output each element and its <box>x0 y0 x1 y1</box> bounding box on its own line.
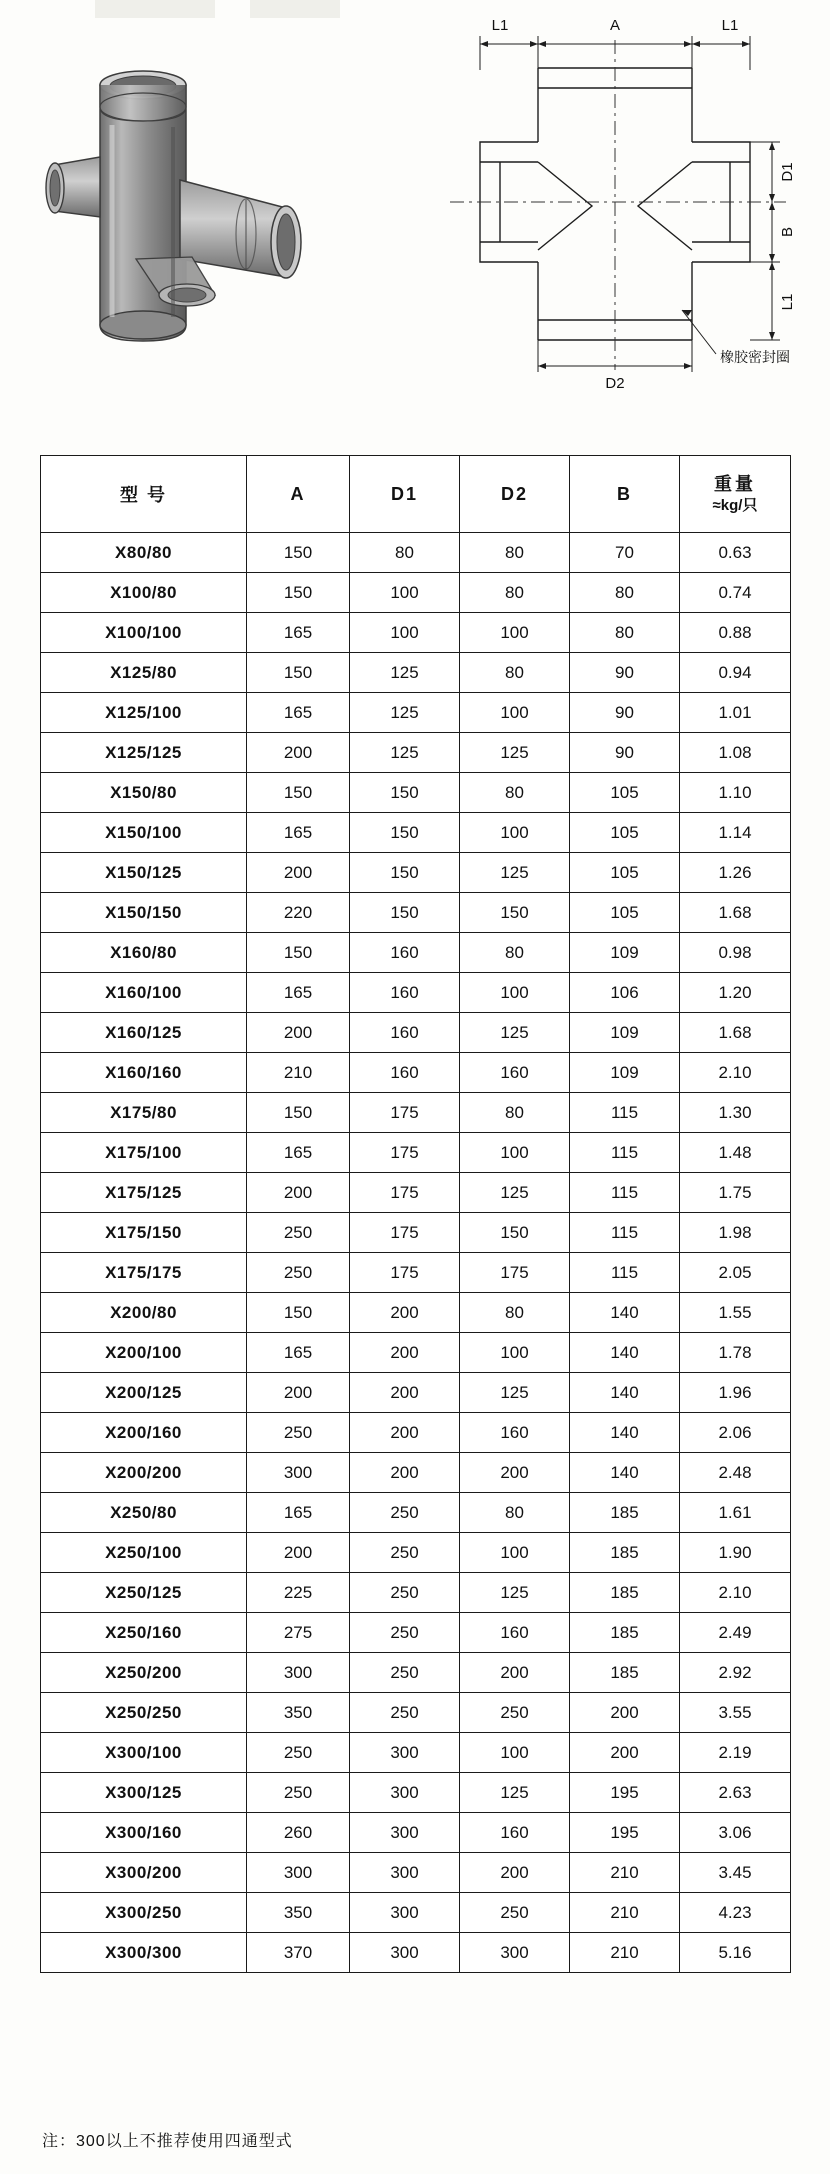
cell-value: 100 <box>460 973 570 1013</box>
cell-value: 125 <box>460 1773 570 1813</box>
cell-value: 2.06 <box>680 1413 791 1453</box>
cell-model: X150/125 <box>41 853 247 893</box>
table-row <box>41 1493 791 1533</box>
cell-value: 115 <box>570 1133 680 1173</box>
cell-value: 150 <box>247 773 350 813</box>
cell-value: 350 <box>247 1893 350 1933</box>
dim-label-b: B <box>779 226 796 238</box>
cell-value: 200 <box>350 1453 460 1493</box>
cell-value: 150 <box>247 573 350 613</box>
cell-value: 0.94 <box>680 653 791 693</box>
cell-value: 80 <box>350 533 460 573</box>
cell-value: 250 <box>247 1213 350 1253</box>
cell-value: 200 <box>460 1853 570 1893</box>
dim-label-l1-right: L1 <box>721 17 739 34</box>
cell-model: X160/160 <box>41 1053 247 1093</box>
cell-value: 165 <box>247 1133 350 1173</box>
cell-value: 2.10 <box>680 1053 791 1093</box>
table-row <box>41 733 791 773</box>
cell-model: X175/100 <box>41 1133 247 1173</box>
cell-value: 165 <box>247 613 350 653</box>
cell-value: 80 <box>570 613 680 653</box>
cell-value: 300 <box>350 1733 460 1773</box>
table-row <box>41 1653 791 1693</box>
table-row <box>41 1173 791 1213</box>
header-weight-line1: 重量 <box>714 473 756 494</box>
table-row <box>41 693 791 733</box>
table-row <box>41 533 791 573</box>
cell-value: 210 <box>570 1853 680 1893</box>
cell-value: 160 <box>350 933 460 973</box>
cell-value: 115 <box>570 1253 680 1293</box>
header-d2: D2 <box>460 456 570 533</box>
cell-model: X250/80 <box>41 1493 247 1533</box>
cell-value: 2.48 <box>680 1453 791 1493</box>
cell-value: 300 <box>247 1653 350 1693</box>
cell-value: 250 <box>247 1773 350 1813</box>
cell-value: 150 <box>460 1213 570 1253</box>
cell-value: 1.55 <box>680 1293 791 1333</box>
cell-value: 200 <box>247 1173 350 1213</box>
cell-value: 200 <box>247 853 350 893</box>
cell-model: X300/160 <box>41 1813 247 1853</box>
cell-model: X200/200 <box>41 1453 247 1493</box>
cell-value: 70 <box>570 533 680 573</box>
cell-value: 185 <box>570 1493 680 1533</box>
cell-model: X200/100 <box>41 1333 247 1373</box>
cell-value: 200 <box>460 1453 570 1493</box>
cell-value: 200 <box>350 1413 460 1453</box>
cell-value: 0.74 <box>680 573 791 613</box>
technical-drawing <box>420 10 810 430</box>
cell-value: 105 <box>570 853 680 893</box>
cell-value: 160 <box>350 1053 460 1093</box>
cell-model: X250/125 <box>41 1573 247 1613</box>
cell-value: 200 <box>570 1733 680 1773</box>
cell-value: 140 <box>570 1413 680 1453</box>
cell-value: 125 <box>350 733 460 773</box>
cell-value: 1.68 <box>680 1013 791 1053</box>
table-row <box>41 1573 791 1613</box>
cell-value: 165 <box>247 1333 350 1373</box>
cell-value: 250 <box>247 1733 350 1773</box>
cell-value: 100 <box>460 1533 570 1573</box>
cell-value: 175 <box>350 1133 460 1173</box>
table-row <box>41 933 791 973</box>
cell-value: 80 <box>460 1493 570 1533</box>
table-row <box>41 1893 791 1933</box>
cell-value: 195 <box>570 1773 680 1813</box>
cell-value: 125 <box>350 653 460 693</box>
table-row <box>41 1133 791 1173</box>
cell-value: 5.16 <box>680 1933 791 1973</box>
table-row <box>41 1613 791 1653</box>
dim-label-l1-left: L1 <box>491 17 509 34</box>
cell-model: X300/100 <box>41 1733 247 1773</box>
cell-value: 250 <box>350 1693 460 1733</box>
cell-value: 200 <box>350 1293 460 1333</box>
cell-value: 250 <box>350 1533 460 1573</box>
cell-value: 300 <box>350 1893 460 1933</box>
cell-value: 150 <box>247 653 350 693</box>
table-row <box>41 613 791 653</box>
cell-model: X100/100 <box>41 613 247 653</box>
cell-value: 90 <box>570 653 680 693</box>
table-row <box>41 1093 791 1133</box>
table-row <box>41 813 791 853</box>
cell-value: 115 <box>570 1173 680 1213</box>
cell-value: 109 <box>570 1053 680 1093</box>
cell-value: 80 <box>460 933 570 973</box>
cell-model: X200/160 <box>41 1413 247 1453</box>
header-weight <box>680 456 791 533</box>
cell-value: 1.26 <box>680 853 791 893</box>
cell-value: 300 <box>350 1773 460 1813</box>
cell-value: 80 <box>460 1293 570 1333</box>
cell-value: 160 <box>460 1613 570 1653</box>
cell-model: X300/125 <box>41 1773 247 1813</box>
cell-value: 80 <box>570 573 680 613</box>
spec-table-wrap <box>40 455 790 1973</box>
cell-value: 80 <box>460 533 570 573</box>
cell-value: 165 <box>247 813 350 853</box>
cell-value: 2.19 <box>680 1733 791 1773</box>
cell-value: 200 <box>247 1373 350 1413</box>
spec-table <box>40 455 791 1973</box>
cell-value: 80 <box>460 653 570 693</box>
cell-value: 210 <box>247 1053 350 1093</box>
cell-value: 125 <box>460 1373 570 1413</box>
cell-value: 200 <box>247 1533 350 1573</box>
cell-value: 90 <box>570 693 680 733</box>
cell-value: 125 <box>460 1013 570 1053</box>
cell-value: 100 <box>460 813 570 853</box>
cell-value: 185 <box>570 1533 680 1573</box>
table-row <box>41 1773 791 1813</box>
table-row <box>41 1333 791 1373</box>
dim-label-l1-bottom: L1 <box>779 293 796 311</box>
cell-value: 150 <box>350 853 460 893</box>
cell-value: 3.55 <box>680 1693 791 1733</box>
cell-value: 185 <box>570 1613 680 1653</box>
cell-model: X150/100 <box>41 813 247 853</box>
table-row <box>41 1533 791 1573</box>
cell-value: 210 <box>570 1933 680 1973</box>
header-d1: D1 <box>350 456 460 533</box>
cell-value: 160 <box>460 1813 570 1853</box>
cell-value: 3.45 <box>680 1853 791 1893</box>
cell-model: X175/125 <box>41 1173 247 1213</box>
cell-value: 0.88 <box>680 613 791 653</box>
cell-value: 1.96 <box>680 1373 791 1413</box>
cell-value: 109 <box>570 933 680 973</box>
table-row <box>41 1933 791 1973</box>
dim-label-a: A <box>609 17 621 34</box>
table-row <box>41 1853 791 1893</box>
cell-value: 1.10 <box>680 773 791 813</box>
table-row <box>41 1053 791 1093</box>
cell-model: X250/100 <box>41 1533 247 1573</box>
table-row <box>41 973 791 1013</box>
cell-value: 160 <box>350 1013 460 1053</box>
cell-value: 160 <box>460 1413 570 1453</box>
cell-model: X250/160 <box>41 1613 247 1653</box>
cell-value: 1.30 <box>680 1093 791 1133</box>
cell-value: 200 <box>350 1373 460 1413</box>
table-row <box>41 1733 791 1773</box>
cell-value: 200 <box>247 733 350 773</box>
cell-model: X175/80 <box>41 1093 247 1133</box>
cell-value: 220 <box>247 893 350 933</box>
cell-value: 106 <box>570 973 680 1013</box>
table-row <box>41 1413 791 1453</box>
cell-value: 160 <box>350 973 460 1013</box>
cell-value: 150 <box>247 1093 350 1133</box>
cell-value: 150 <box>350 893 460 933</box>
cell-value: 1.14 <box>680 813 791 853</box>
cell-model: X100/80 <box>41 573 247 613</box>
table-row <box>41 1693 791 1733</box>
cell-value: 370 <box>247 1933 350 1973</box>
cell-model: X160/100 <box>41 973 247 1013</box>
dim-label-d1: D1 <box>779 162 796 182</box>
cell-value: 125 <box>350 693 460 733</box>
cell-value: 140 <box>570 1293 680 1333</box>
cell-value: 165 <box>247 973 350 1013</box>
cell-value: 140 <box>570 1373 680 1413</box>
cell-value: 200 <box>350 1333 460 1373</box>
cell-value: 200 <box>570 1693 680 1733</box>
cell-value: 150 <box>247 1293 350 1333</box>
cell-value: 275 <box>247 1613 350 1653</box>
illustration-area <box>0 0 830 440</box>
cell-value: 250 <box>350 1493 460 1533</box>
cell-value: 3.06 <box>680 1813 791 1853</box>
cell-value: 2.05 <box>680 1253 791 1293</box>
cell-value: 1.78 <box>680 1333 791 1373</box>
header-b: B <box>570 456 680 533</box>
cell-value: 210 <box>570 1893 680 1933</box>
cell-value: 150 <box>247 933 350 973</box>
table-row <box>41 1453 791 1493</box>
cell-model: X200/80 <box>41 1293 247 1333</box>
table-row <box>41 1213 791 1253</box>
cell-value: 200 <box>247 1013 350 1053</box>
table-row <box>41 1293 791 1333</box>
cell-value: 250 <box>460 1893 570 1933</box>
cell-value: 140 <box>570 1333 680 1373</box>
cell-value: 250 <box>247 1413 350 1453</box>
cell-value: 100 <box>460 1133 570 1173</box>
cell-model: X160/125 <box>41 1013 247 1053</box>
cell-value: 100 <box>350 573 460 613</box>
cell-model: X125/100 <box>41 693 247 733</box>
cell-value: 300 <box>350 1933 460 1973</box>
product-photo <box>40 45 340 375</box>
cell-model: X300/200 <box>41 1853 247 1893</box>
cell-value: 125 <box>460 1573 570 1613</box>
table-header-row <box>41 456 791 533</box>
cell-value: 105 <box>570 893 680 933</box>
cell-model: X175/150 <box>41 1213 247 1253</box>
cell-value: 140 <box>570 1453 680 1493</box>
cell-value: 350 <box>247 1693 350 1733</box>
cell-value: 115 <box>570 1213 680 1253</box>
cell-value: 2.63 <box>680 1773 791 1813</box>
footer-note: 注：300以上不推荐使用四通型式 <box>42 2133 293 2150</box>
header-weight-line2: ≈kg/只 <box>712 497 758 515</box>
cell-model: X80/80 <box>41 533 247 573</box>
cell-value: 1.75 <box>680 1173 791 1213</box>
cell-model: X125/125 <box>41 733 247 773</box>
cell-model: X250/250 <box>41 1693 247 1733</box>
cell-value: 1.01 <box>680 693 791 733</box>
cell-value: 300 <box>247 1853 350 1893</box>
table-row <box>41 1253 791 1293</box>
table-row <box>41 1373 791 1413</box>
cell-value: 2.49 <box>680 1613 791 1653</box>
cell-value: 250 <box>460 1693 570 1733</box>
cell-value: 160 <box>460 1053 570 1093</box>
cell-value: 300 <box>460 1933 570 1973</box>
table-row <box>41 573 791 613</box>
cell-value: 175 <box>350 1173 460 1213</box>
cell-value: 100 <box>460 1333 570 1373</box>
cell-value: 100 <box>460 613 570 653</box>
cell-value: 1.68 <box>680 893 791 933</box>
cell-value: 1.98 <box>680 1213 791 1253</box>
cell-value: 1.61 <box>680 1493 791 1533</box>
cell-value: 0.63 <box>680 533 791 573</box>
cell-model: X300/300 <box>41 1933 247 1973</box>
cell-value: 105 <box>570 813 680 853</box>
cell-value: 1.90 <box>680 1533 791 1573</box>
cell-model: X200/125 <box>41 1373 247 1413</box>
cell-value: 125 <box>460 733 570 773</box>
seal-ring-label: 橡胶密封圈 <box>720 349 790 365</box>
cell-value: 1.48 <box>680 1133 791 1173</box>
cell-value: 195 <box>570 1813 680 1853</box>
table-row <box>41 1013 791 1053</box>
cell-value: 1.20 <box>680 973 791 1013</box>
cell-value: 0.98 <box>680 933 791 973</box>
cell-value: 225 <box>247 1573 350 1613</box>
cell-value: 175 <box>350 1213 460 1253</box>
header-a: A <box>247 456 350 533</box>
header-model: 型 号 <box>41 456 247 533</box>
cell-value: 165 <box>247 1493 350 1533</box>
cell-value: 80 <box>460 773 570 813</box>
cell-value: 90 <box>570 733 680 773</box>
cell-value: 185 <box>570 1653 680 1693</box>
cell-value: 2.92 <box>680 1653 791 1693</box>
cell-model: X250/200 <box>41 1653 247 1693</box>
cell-value: 115 <box>570 1093 680 1133</box>
cell-value: 80 <box>460 1093 570 1133</box>
cell-model: X150/80 <box>41 773 247 813</box>
table-row <box>41 773 791 813</box>
cell-value: 125 <box>460 1173 570 1213</box>
table-row <box>41 1813 791 1853</box>
table-row <box>41 853 791 893</box>
cell-value: 100 <box>460 1733 570 1773</box>
table-row <box>41 893 791 933</box>
cell-value: 250 <box>350 1653 460 1693</box>
cell-value: 175 <box>460 1253 570 1293</box>
cell-value: 100 <box>460 693 570 733</box>
cell-model: X125/80 <box>41 653 247 693</box>
cell-value: 4.23 <box>680 1893 791 1933</box>
cell-value: 250 <box>247 1253 350 1293</box>
cell-value: 100 <box>350 613 460 653</box>
cell-model: X300/250 <box>41 1893 247 1933</box>
cell-value: 175 <box>350 1093 460 1133</box>
cell-value: 300 <box>350 1853 460 1893</box>
cell-value: 250 <box>350 1613 460 1653</box>
cell-value: 150 <box>350 773 460 813</box>
cell-value: 300 <box>247 1453 350 1493</box>
cell-value: 175 <box>350 1253 460 1293</box>
cell-value: 80 <box>460 573 570 613</box>
cell-model: X150/150 <box>41 893 247 933</box>
cell-value: 109 <box>570 1013 680 1053</box>
cell-value: 125 <box>460 853 570 893</box>
cell-model: X160/80 <box>41 933 247 973</box>
table-body <box>41 533 791 1973</box>
cell-value: 150 <box>460 893 570 933</box>
cell-value: 105 <box>570 773 680 813</box>
cell-value: 250 <box>350 1573 460 1613</box>
cell-value: 300 <box>350 1813 460 1853</box>
cell-value: 150 <box>247 533 350 573</box>
cell-value: 185 <box>570 1573 680 1613</box>
cell-value: 260 <box>247 1813 350 1853</box>
cell-value: 2.10 <box>680 1573 791 1613</box>
cell-value: 1.08 <box>680 733 791 773</box>
cell-value: 165 <box>247 693 350 733</box>
table-row <box>41 653 791 693</box>
cell-value: 200 <box>460 1653 570 1693</box>
dim-label-d2: D2 <box>605 375 625 392</box>
cell-value: 150 <box>350 813 460 853</box>
cell-model: X175/175 <box>41 1253 247 1293</box>
